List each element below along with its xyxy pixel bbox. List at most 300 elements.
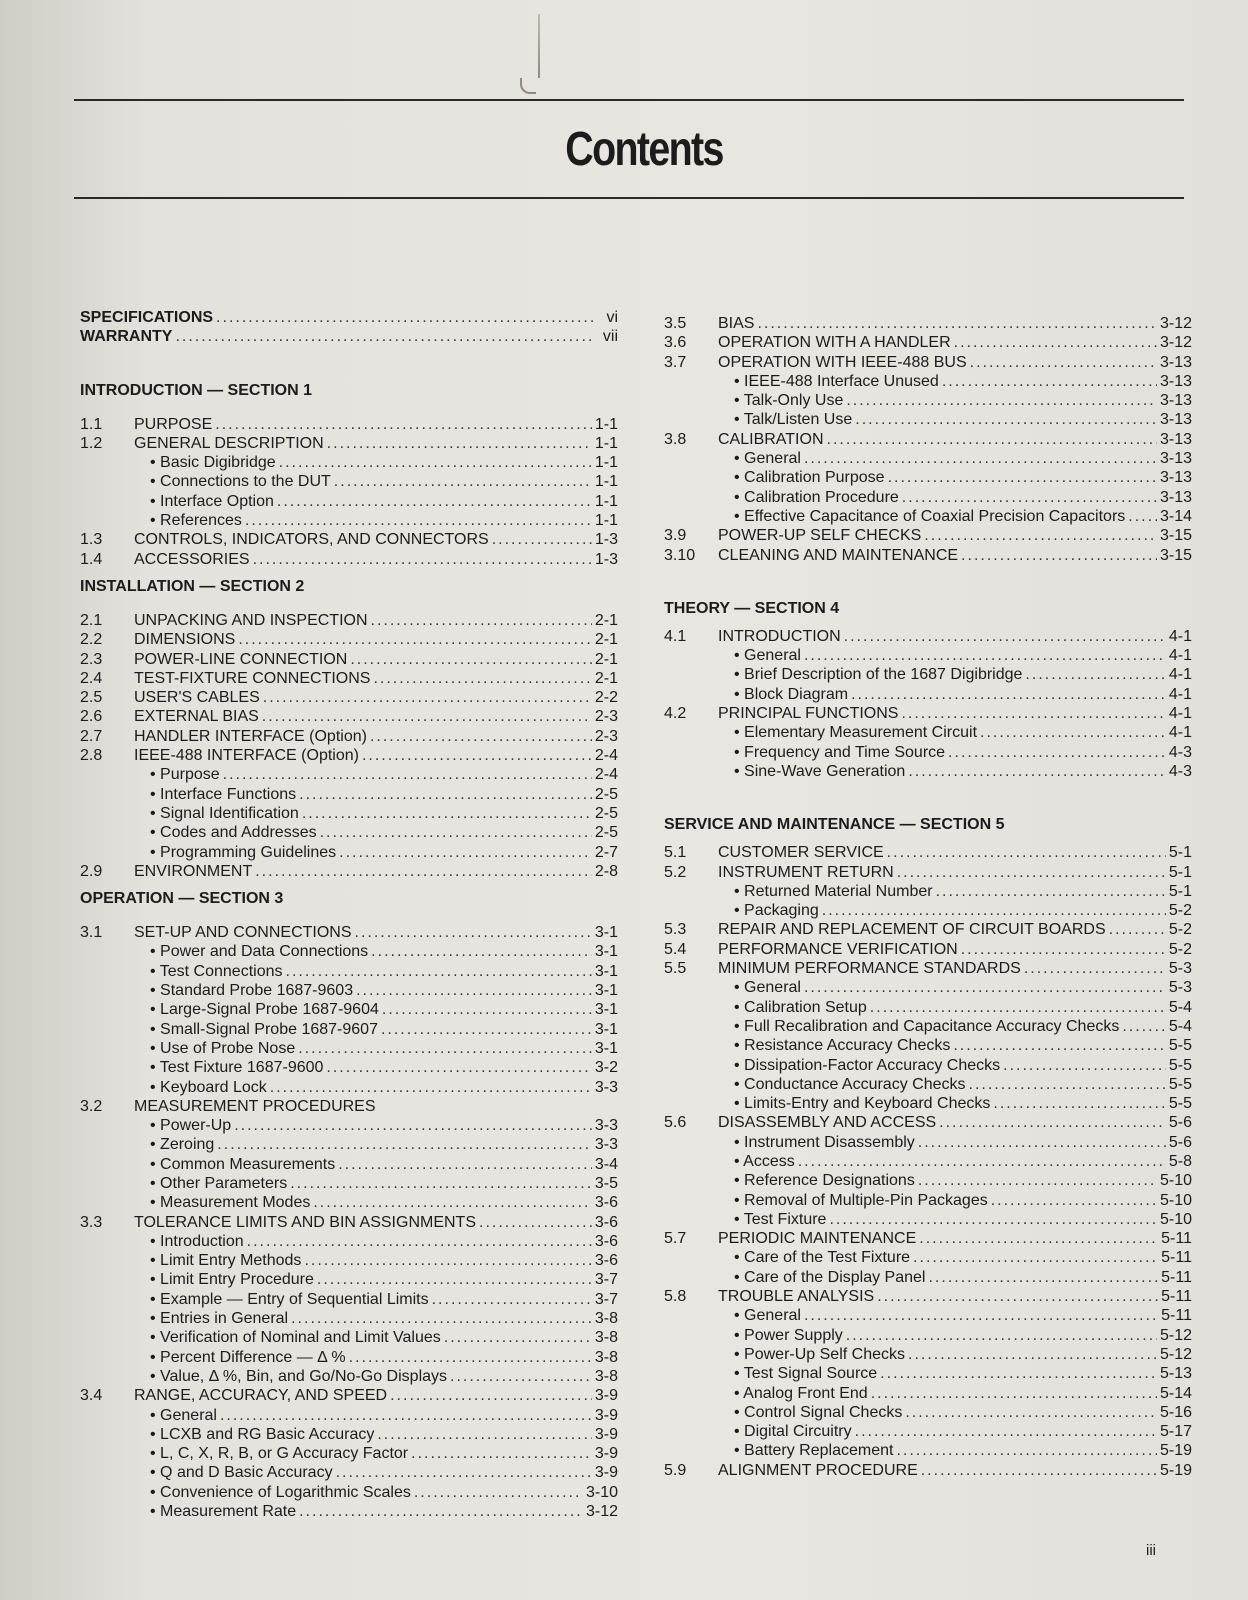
toc-entry xyxy=(664,410,1192,429)
dot-leader xyxy=(798,1152,1166,1171)
toc-entry-title: • Other Parameters xyxy=(150,1174,288,1192)
toc-entry-page: 3-1 xyxy=(594,1039,618,1057)
toc-entry-page: 2-4 xyxy=(594,766,618,784)
toc-entry xyxy=(80,804,618,823)
toc-entry-page: 2-5 xyxy=(594,824,618,842)
toc-entry xyxy=(664,646,1192,665)
toc-entry-title: • Entries in General xyxy=(150,1310,289,1328)
toc-entry-title: • Test Signal Source xyxy=(734,1365,878,1383)
toc-entry xyxy=(80,630,618,649)
dot-leader xyxy=(262,707,592,726)
toc-entry xyxy=(80,1000,618,1019)
dot-leader xyxy=(216,308,593,327)
toc-entry-title: • Large-Signal Probe 1687-9604 xyxy=(150,1001,379,1019)
toc-entry-page: 5-14 xyxy=(1159,1384,1192,1402)
toc-entry-page: 5-3 xyxy=(1168,960,1192,978)
toc-entry-page: 3-13 xyxy=(1159,372,1192,390)
dot-leader xyxy=(247,1232,592,1251)
toc-entry xyxy=(80,1425,618,1444)
toc-entry-title: • LCXB and RG Basic Accuracy xyxy=(150,1425,375,1443)
toc-entry-title: • Test Fixture 1687-9600 xyxy=(150,1059,324,1077)
dot-leader xyxy=(921,1461,1157,1480)
dot-leader xyxy=(1025,665,1165,684)
toc-entry-page: 3-12 xyxy=(585,1503,618,1521)
toc-entry-title: • Instrument Disassembly xyxy=(734,1133,915,1151)
toc-entry-page: 5-3 xyxy=(1168,979,1192,997)
toc-entry xyxy=(80,1328,618,1347)
toc-entry-title: UNPACKING AND INSPECTION xyxy=(134,611,368,629)
dot-leader xyxy=(804,646,1166,665)
toc-entry xyxy=(664,978,1192,997)
toc-entry-number: 4.2 xyxy=(664,705,687,723)
dot-leader xyxy=(804,978,1166,997)
dot-leader xyxy=(846,1326,1157,1345)
toc-entry-page: 3-3 xyxy=(594,1117,618,1135)
toc-entry-number: 2.3 xyxy=(80,650,103,668)
dot-leader xyxy=(223,765,592,784)
dot-leader xyxy=(299,1502,583,1521)
toc-entry xyxy=(664,546,1192,565)
dot-leader xyxy=(334,472,592,491)
dot-leader xyxy=(299,785,592,804)
toc-entry-page: 1-1 xyxy=(594,473,618,491)
toc-entry-page: 3-4 xyxy=(594,1155,618,1173)
section-heading: INSTALLATION — SECTION 2 xyxy=(80,577,305,595)
toc-entry xyxy=(80,1444,618,1463)
toc-entry-title: • Measurement Rate xyxy=(150,1503,297,1521)
toc-entry-page: 3-1 xyxy=(594,943,618,961)
toc-entry-page: 5-10 xyxy=(1159,1172,1192,1190)
toc-entry-title: • Frequency and Time Source xyxy=(734,743,946,761)
toc-entry xyxy=(80,1097,618,1116)
toc-entry-page: 3-13 xyxy=(1159,392,1192,410)
toc-entry-title: • Resistance Accuracy Checks xyxy=(734,1037,951,1055)
dot-leader xyxy=(905,1403,1157,1422)
toc-entry xyxy=(664,1056,1192,1075)
toc-entry-page: 5-10 xyxy=(1159,1210,1192,1228)
toc-entry-number: 3.9 xyxy=(664,527,687,545)
dot-leader xyxy=(313,1193,592,1212)
toc-entry-title: • Percent Difference — Δ % xyxy=(150,1348,346,1366)
toc-entry-number: 5.6 xyxy=(664,1114,687,1132)
toc-entry-number: 4.1 xyxy=(664,627,687,645)
title-rule xyxy=(74,197,1184,199)
toc-entry-number: 2.1 xyxy=(80,611,103,629)
toc-entry-page: 3-10 xyxy=(585,1483,618,1501)
dot-leader xyxy=(953,1036,1166,1055)
dot-leader xyxy=(371,611,592,630)
toc-entry-title: • Removal of Multiple-Pin Packages xyxy=(734,1191,988,1209)
dot-leader xyxy=(270,1078,592,1097)
toc-entry-page: 3-1 xyxy=(594,982,618,1000)
toc-entry xyxy=(664,665,1192,684)
toc-entry-title: • Keyboard Lock xyxy=(150,1078,267,1096)
toc-entry-number: 3.5 xyxy=(664,315,687,332)
toc-entry-title: • Test Fixture xyxy=(734,1210,827,1228)
toc-entry-page: 5-5 xyxy=(1168,1037,1192,1055)
toc-entry xyxy=(80,492,618,511)
dot-leader xyxy=(1122,1017,1166,1036)
dot-leader xyxy=(175,327,593,346)
toc-entry-page: 5-1 xyxy=(1168,882,1192,900)
toc-entry-title: • Signal Identification xyxy=(150,804,299,822)
toc-entry-page: 3-6 xyxy=(594,1232,618,1250)
toc-entry-title: • Zeroing xyxy=(150,1136,215,1154)
dot-leader xyxy=(827,430,1157,449)
dot-leader xyxy=(887,843,1166,862)
toc-entry-title: • Value, Δ %, Bin, and Go/No-Go Displays xyxy=(150,1367,448,1385)
toc-entry xyxy=(80,1502,618,1521)
toc-entry-page: 3-6 xyxy=(594,1252,618,1270)
toc-entry-page: 3-13 xyxy=(1159,450,1192,468)
toc-entry xyxy=(664,940,1192,959)
toc-entry-page: 4-1 xyxy=(1168,627,1192,645)
toc-entry xyxy=(80,1078,618,1097)
toc-entry-page: 5-19 xyxy=(1159,1442,1192,1460)
toc-entry xyxy=(664,430,1192,449)
toc-entry-title: ALIGNMENT PROCEDURE xyxy=(718,1461,918,1479)
toc-entry-title: USER'S CABLES xyxy=(134,689,260,707)
toc-entry xyxy=(80,415,618,434)
dot-leader xyxy=(877,1287,1158,1306)
toc-entry xyxy=(664,314,1192,333)
dot-leader xyxy=(1128,507,1157,526)
toc-entry xyxy=(80,862,618,881)
dot-leader xyxy=(291,1309,592,1328)
dot-leader xyxy=(804,1306,1158,1325)
toc-entry xyxy=(664,372,1192,391)
toc-entry-page: 3-7 xyxy=(594,1290,618,1308)
toc-entry xyxy=(80,434,618,453)
toc-entry-number: 3.6 xyxy=(664,334,687,352)
toc-entry-title: • Programming Guidelines xyxy=(150,843,337,861)
toc-entry xyxy=(664,920,1192,939)
section-3-entries xyxy=(80,923,618,1521)
toc-entry-title: • Power Supply xyxy=(734,1326,843,1344)
toc-entry-page: 3-9 xyxy=(594,1387,618,1405)
toc-entry-number: 3.1 xyxy=(80,924,103,942)
toc-entry xyxy=(80,1174,618,1193)
dot-leader xyxy=(370,727,592,746)
toc-entry xyxy=(664,1075,1192,1094)
toc-entry-number: 5.4 xyxy=(664,940,687,958)
toc-entry-page: 5-5 xyxy=(1168,1075,1192,1093)
toc-entry-page: 1-1 xyxy=(594,492,618,510)
toc-entry-page: 5-2 xyxy=(1168,921,1192,939)
toc-entry-title: • Codes and Addresses xyxy=(150,824,317,842)
toc-entry-number: 1.2 xyxy=(80,434,103,452)
dot-leader xyxy=(338,1155,592,1174)
toc-entry-title: • Interface Functions xyxy=(150,785,297,803)
toc-entry-page: 3-15 xyxy=(1159,546,1192,564)
dot-leader xyxy=(961,546,1157,565)
toc-entry xyxy=(664,1036,1192,1055)
toc-entry-title: MEASUREMENT PROCEDURES xyxy=(134,1097,376,1115)
dot-leader xyxy=(829,1210,1157,1229)
toc-entry-title: • Limit Entry Procedure xyxy=(150,1271,314,1289)
toc-entry xyxy=(664,526,1192,545)
section-1-entries xyxy=(80,415,618,569)
toc-entry-page: 3-1 xyxy=(594,924,618,942)
dot-leader xyxy=(822,901,1166,920)
toc-entry-page: 3-13 xyxy=(1159,430,1192,448)
section-5-entries xyxy=(664,843,1192,1480)
toc-entry-title: • Sine-Wave Generation xyxy=(734,762,906,780)
dot-leader xyxy=(444,1328,592,1347)
toc-entry-title: • Reference Designations xyxy=(734,1172,915,1190)
toc-entry xyxy=(664,1441,1192,1460)
toc-entry-page: 3-13 xyxy=(1159,353,1192,371)
toc-entry xyxy=(80,327,618,346)
toc-entry-title: OPERATION WITH IEEE-488 BUS xyxy=(718,353,967,371)
toc-entry-title: • Power-Up xyxy=(150,1117,232,1135)
toc-entry xyxy=(664,1364,1192,1383)
dot-leader xyxy=(880,1364,1157,1383)
dot-leader xyxy=(349,1348,592,1367)
dot-leader xyxy=(220,1406,592,1425)
dot-leader xyxy=(855,1422,1157,1441)
dot-leader xyxy=(855,410,1157,429)
toc-entry-page: 3-9 xyxy=(594,1445,618,1463)
toc-entry-title: • Limit Entry Methods xyxy=(150,1252,302,1270)
toc-entry xyxy=(80,981,618,1000)
toc-entry-page: 3-8 xyxy=(594,1348,618,1366)
toc-entry xyxy=(664,507,1192,526)
toc-entry-page: 2-2 xyxy=(594,689,618,707)
toc-entry xyxy=(80,1058,618,1077)
toc-entry-title: • Standard Probe 1687-9603 xyxy=(150,982,354,1000)
toc-entry-title: • General xyxy=(150,1406,217,1424)
toc-entry-page: 4-1 xyxy=(1168,647,1192,665)
dot-leader xyxy=(381,1020,592,1039)
toc-entry xyxy=(80,1232,618,1251)
toc-entry-title: • Care of the Display Panel xyxy=(734,1268,926,1286)
toc-entry xyxy=(80,530,618,549)
toc-entry-title: • Control Signal Checks xyxy=(734,1403,903,1421)
dot-leader xyxy=(871,1384,1157,1403)
dot-leader xyxy=(371,942,592,961)
toc-entry xyxy=(80,727,618,746)
section-heading: SERVICE AND MAINTENANCE — SECTION 5 xyxy=(664,816,1005,834)
toc-entry-title: CALIBRATION xyxy=(718,430,824,448)
dot-leader xyxy=(980,723,1166,742)
toc-entry-title: DISASSEMBLY AND ACCESS xyxy=(718,1114,937,1132)
toc-entry-title: • Block Diagram xyxy=(734,685,849,703)
toc-entry-title: POWER-LINE CONNECTION xyxy=(134,650,348,668)
toc-entry-title: TOLERANCE LIMITS AND BIN ASSIGNMENTS xyxy=(134,1213,476,1231)
dot-leader xyxy=(851,685,1166,704)
toc-entry-title: PERFORMANCE VERIFICATION xyxy=(718,940,958,958)
toc-entry-title: MINIMUM PERFORMANCE STANDARDS xyxy=(718,960,1021,978)
toc-entry-title: • Limits-Entry and Keyboard Checks xyxy=(734,1095,991,1113)
toc-entry xyxy=(80,1463,618,1482)
toc-entry xyxy=(664,1171,1192,1190)
toc-entry-number: 5.3 xyxy=(664,921,687,939)
toc-entry-title: SET-UP AND CONNECTIONS xyxy=(134,924,352,942)
toc-entry-title: INSTRUMENT RETURN xyxy=(718,863,894,881)
toc-entry xyxy=(664,843,1192,862)
toc-entry xyxy=(80,1270,618,1289)
toc-entry-page: 1-1 xyxy=(594,415,618,433)
toc-entry-number: 1.1 xyxy=(80,415,103,433)
dot-leader xyxy=(870,998,1166,1017)
toc-entry xyxy=(80,550,618,569)
toc-entry xyxy=(80,472,618,491)
dot-leader xyxy=(492,530,592,549)
toc-entry-page: 3-5 xyxy=(594,1174,618,1192)
dot-leader xyxy=(414,1483,583,1502)
toc-entry-title: • Example — Entry of Sequential Limits xyxy=(150,1290,429,1308)
toc-entry-title: HANDLER INTERFACE (Option) xyxy=(134,727,367,745)
toc-entry-page: 5-12 xyxy=(1159,1345,1192,1363)
dot-leader xyxy=(942,372,1157,391)
dot-leader xyxy=(373,669,591,688)
toc-entry-title: • General xyxy=(734,1307,801,1325)
toc-entry-number: 2.5 xyxy=(80,689,103,707)
toc-entry-page: 5-11 xyxy=(1161,1230,1192,1248)
toc-entry-page: 5-6 xyxy=(1168,1133,1192,1151)
dot-leader xyxy=(897,863,1166,882)
toc-entry-title: • Effective Capacitance of Coaxial Precision Capacitors xyxy=(734,507,1126,525)
toc-entry-title: REPAIR AND REPLACEMENT OF CIRCUIT BOARDS xyxy=(718,921,1106,939)
toc-entry-title: • Analog Front End xyxy=(734,1384,868,1402)
toc-entry-page: 3-13 xyxy=(1159,469,1192,487)
toc-entry-page: 5-10 xyxy=(1159,1191,1192,1209)
toc-entry-number: 1.3 xyxy=(80,531,103,549)
toc-entry-page: 5-11 xyxy=(1161,1307,1192,1325)
toc-entry-number: 3.2 xyxy=(80,1097,103,1115)
toc-entry-title: • Digital Circuitry xyxy=(734,1423,852,1441)
toc-entry-title: • References xyxy=(150,512,242,530)
dot-leader xyxy=(479,1213,592,1232)
dot-leader xyxy=(918,1133,1166,1152)
toc-entry-number: 3.8 xyxy=(664,430,687,448)
toc-entry-page: 1-3 xyxy=(594,531,618,549)
toc-entry-title: • Basic Digibridge xyxy=(150,454,276,472)
toc-entry-title: OPERATION WITH A HANDLER xyxy=(718,334,951,352)
dot-leader xyxy=(290,1174,592,1193)
toc-entry-title: • Convenience of Logarithmic Scales xyxy=(150,1483,411,1501)
toc-entry-title: • Battery Replacement xyxy=(734,1442,894,1460)
dot-leader xyxy=(896,1441,1157,1460)
toc-entry-page: 3-9 xyxy=(594,1406,618,1424)
toc-entry-title: SPECIFICATIONS xyxy=(80,309,214,326)
dot-leader xyxy=(382,1000,592,1019)
toc-entry xyxy=(80,823,618,842)
toc-entry xyxy=(80,942,618,961)
toc-entry-page: 1-1 xyxy=(594,454,618,472)
toc-entry-page: 2-8 xyxy=(594,862,618,880)
section-3-continued-entries xyxy=(664,314,1192,565)
paper-crease-curl xyxy=(520,78,536,94)
toc-entry xyxy=(664,1461,1192,1480)
dot-leader xyxy=(362,746,592,765)
toc-entry-title: • Calibration Procedure xyxy=(734,488,899,506)
dot-leader xyxy=(390,1386,592,1405)
toc-entry-title: BIAS xyxy=(718,315,755,332)
toc-entry-number: 5.9 xyxy=(664,1461,687,1479)
front-matter xyxy=(80,308,618,347)
dot-leader xyxy=(993,1094,1166,1113)
toc-entry-title: WARRANTY xyxy=(80,328,173,346)
dot-leader xyxy=(339,843,592,862)
toc-entry xyxy=(664,353,1192,372)
toc-entry xyxy=(664,685,1192,704)
dot-leader xyxy=(450,1367,592,1386)
toc-entry-title: POWER-UP SELF CHECKS xyxy=(718,527,922,545)
toc-entry xyxy=(664,391,1192,410)
dot-leader xyxy=(954,333,1157,352)
toc-entry-page: 5-5 xyxy=(1168,1095,1192,1113)
toc-entry-title: • Use of Probe Nose xyxy=(150,1039,296,1057)
toc-entry-page: 5-16 xyxy=(1159,1403,1192,1421)
toc-entry-page: 1-1 xyxy=(594,434,618,452)
dot-leader xyxy=(302,804,592,823)
toc-entry-title: • Returned Material Number xyxy=(734,882,933,900)
toc-entry-page: 3-6 xyxy=(594,1194,618,1212)
toc-entry-page: 5-12 xyxy=(1159,1326,1192,1344)
toc-entry-title: • Verification of Nominal and Limit Values xyxy=(150,1329,441,1347)
toc-entry-title: • Care of the Test Fixture xyxy=(734,1249,911,1267)
toc-entry xyxy=(664,1287,1192,1306)
toc-entry-title: • Talk-Only Use xyxy=(734,392,844,410)
toc-entry xyxy=(80,1290,618,1309)
dot-leader xyxy=(304,1251,591,1270)
toc-entry-title: • Calibration Setup xyxy=(734,998,867,1016)
toc-entry-title: CLEANING AND MAINTENANCE xyxy=(718,546,959,564)
toc-entry-title: • Brief Description of the 1687 Digibridge xyxy=(734,666,1023,684)
toc-entry xyxy=(664,863,1192,882)
toc-entry-title: • Power-Up Self Checks xyxy=(734,1345,905,1363)
toc-entry-page: 4-3 xyxy=(1168,762,1192,780)
toc-left-column xyxy=(80,308,618,1521)
toc-entry-page: 3-9 xyxy=(594,1425,618,1443)
dot-leader xyxy=(913,1248,1158,1267)
section-heading: THEORY — SECTION 4 xyxy=(664,599,840,617)
dot-leader xyxy=(924,526,1157,545)
toc-entry-title: • General xyxy=(734,647,801,665)
dot-leader xyxy=(757,314,1157,333)
toc-entry-page: vi xyxy=(606,309,618,326)
toc-entry-page: 3-7 xyxy=(594,1271,618,1289)
dot-leader xyxy=(234,1116,592,1135)
toc-entry-title: IEEE-488 INTERFACE (Option) xyxy=(134,747,359,765)
toc-entry xyxy=(664,1133,1192,1152)
toc-entry-title: GENERAL DESCRIPTION xyxy=(134,434,324,452)
toc-entry-page: 3-8 xyxy=(594,1329,618,1347)
toc-entry xyxy=(80,1020,618,1039)
toc-entry xyxy=(664,959,1192,978)
toc-entry-title: • Calibration Purpose xyxy=(734,469,885,487)
toc-entry-page: 3-2 xyxy=(594,1059,618,1077)
toc-entry-page: 4-1 xyxy=(1168,685,1192,703)
toc-entry-number: 3.4 xyxy=(80,1387,103,1405)
toc-entry-title: • Purpose xyxy=(150,766,220,784)
toc-entry-page: 4-1 xyxy=(1168,724,1192,742)
dot-leader xyxy=(350,650,592,669)
section-4-entries xyxy=(664,627,1192,781)
toc-entry-title: • Conductance Accuracy Checks xyxy=(734,1075,966,1093)
toc-entry xyxy=(664,1229,1192,1248)
toc-entry xyxy=(664,1152,1192,1171)
toc-entry-page: 5-1 xyxy=(1168,863,1192,881)
toc-entry-title: ENVIRONMENT xyxy=(134,862,253,880)
toc-entry-page: 3-8 xyxy=(594,1367,618,1385)
toc-entry-number: 2.9 xyxy=(80,862,103,880)
toc-entry xyxy=(664,1268,1192,1287)
page-title: Contents xyxy=(565,123,723,176)
toc-entry-title: • General xyxy=(734,979,801,997)
